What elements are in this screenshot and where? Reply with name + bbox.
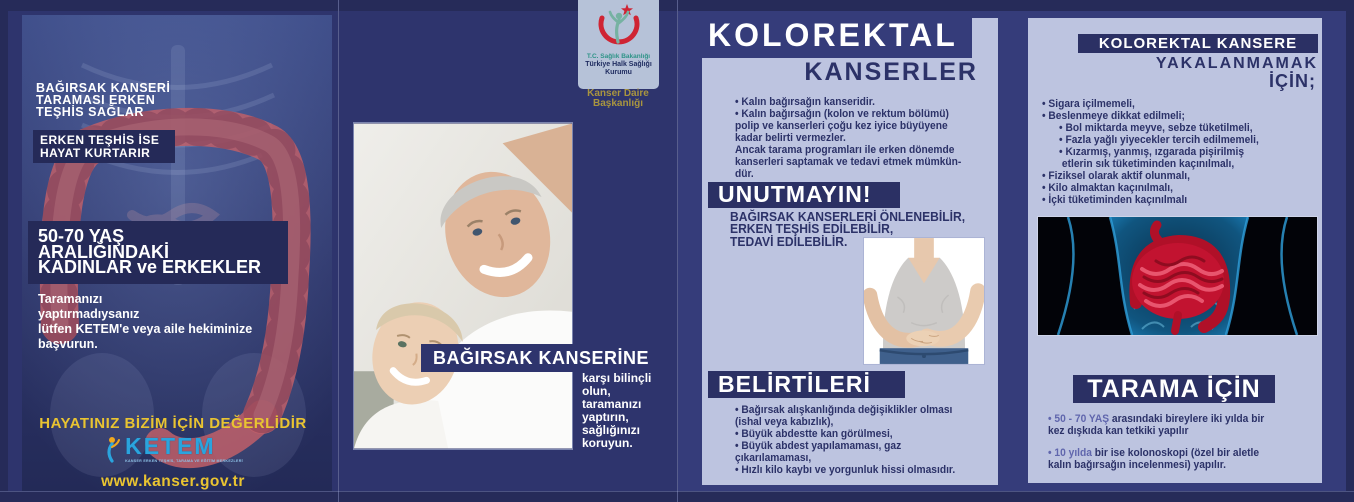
screening-highlight: • 10 yılda: [1048, 447, 1092, 459]
prevention-title-box: KOLOREKTAL KANSERE: [1078, 34, 1318, 53]
reminder-title-box: UNUTMAYIN!: [708, 182, 900, 208]
website-link[interactable]: www.kanser.gov.tr: [101, 473, 245, 490]
intestine-xray-image: [1038, 217, 1317, 335]
fold-line: [677, 0, 678, 502]
screening-item: [1048, 413, 1264, 437]
screening-item: [1048, 447, 1264, 471]
prevention-title-line2: YAKALANMAMAK: [1155, 55, 1318, 72]
title-kanserler: KANSERLER: [804, 58, 978, 86]
front-cover-panel: [8, 11, 338, 491]
reminder-text: BAĞIRSAK KANSERLERİ ÖNLENEBİLİR, ERKEN TEŞHİS EDİLEBİLİR, TEDAVİ EDİLEBİLİR.: [730, 209, 966, 249]
about-text: • Kalın bağırsağın kanseridir. • Kalın bağırsağın (kolon ve rektum bölümü) polip ve kanserleri çoğu kez iyice büyüyene kadar belirti vermezler. Ancak tarama programları ile erken dönemde kanserleri saptamak ve tedavi etmek mümkün- dür.: [735, 96, 962, 180]
middle-title-box: BAĞIRSAK KANSERİNE: [421, 344, 661, 372]
prevention-title-line3: İÇİN;: [1269, 71, 1316, 91]
department-name: Kanser Daire Başkanlığı: [587, 88, 649, 109]
screening-rest: bir ise kolonoskopi (özel bir aletle kalın bağırsağın incelenmesi) yapılır.: [1048, 447, 1260, 471]
ministry-name: T.C. Sağlık Bakanlığı: [586, 53, 651, 60]
screening-highlight: • 50 - 70 YAŞ: [1048, 413, 1110, 425]
ketem-subtext: KANSER ERKEN TEŞHİS, TARAMA VE EĞİTİM MERKEZLERİ: [125, 459, 243, 463]
fold-line: [338, 0, 339, 502]
inner-panels: [678, 11, 1346, 491]
ministry-logo-icon: [587, 2, 651, 48]
prevention-box: [1028, 18, 1322, 483]
institution-name-line1: Türkiye Halk Sağlığı: [585, 60, 652, 68]
ministry-badge: [578, 0, 659, 89]
screening-title-box: TARAMA İÇİN: [1073, 375, 1275, 403]
tagline-text: HAYATINIZ BİZİM İÇİN DEĞERLİDİR: [39, 415, 307, 432]
bottom-edge-line: [0, 491, 1354, 492]
screening-list: [1048, 413, 1264, 481]
ketem-logo: [8, 435, 338, 463]
call-to-action-text: Taramanızı yaptırmadıysanız lütfen KETEM'e veya aile hekiminize başvurun.: [38, 292, 253, 351]
symptoms-title-box: BELİRTİLERİ: [708, 371, 905, 398]
institution-name-line2: Kurumu: [605, 68, 632, 76]
symptoms-text: • Bağırsak alışkanlığında değişiklikler olması (ishal veya kabızlık), • Büyük abdestte kan görülmesi, • Büyük abdest yapılamaması, gaz çıkarılamaması, • Hızlı kilo kaybı ve yorgunluk hissi olmasıdır.: [735, 404, 956, 476]
ketem-wordmark: KETEM: [125, 433, 216, 459]
elderly-couple-photo: [353, 122, 573, 450]
ketem-figure-icon: [103, 435, 121, 463]
cover-subheadline-box: ERKEN TEŞHİS İSE HAYAT KURTARIR: [33, 130, 175, 163]
title-kolorektal: KOLOREKTAL: [682, 12, 972, 58]
middle-message-text: karşı bilinçli olun, taramanızı yaptırın, sağlığınızı koruyun.: [582, 371, 652, 450]
screening-rest: arasındaki bireylere iki yılda bir kez dışkıda kan tetkiki yapılır: [1048, 413, 1265, 437]
prevention-tips-text: • Sigara içilmemeli, • Beslenmeye dikkat edilmeli; • Bol miktarda meyve, sebze tüketilmeli, • Fazla yağlı yiyecekler tercih edilmemeli, • Kızarmış, yanmış, ızgarada pişirilmiş etlerin sık tüketiminden kaçınılmalı, • Fiziksel olarak aktif olunmalı, • Kilo almaktan kaçınılmalı, • İçki tüketiminden kaçınılmalı: [1042, 98, 1259, 206]
cover-headline: BAĞIRSAK KANSERİ TARAMASI ERKEN TEŞHİS SAĞLAR: [36, 81, 171, 119]
target-group-box: 50-70 YAŞ ARALIĞINDAKİ KADINLAR ve ERKEKLER: [28, 221, 288, 284]
woman-abdomen-photo: [863, 237, 985, 365]
